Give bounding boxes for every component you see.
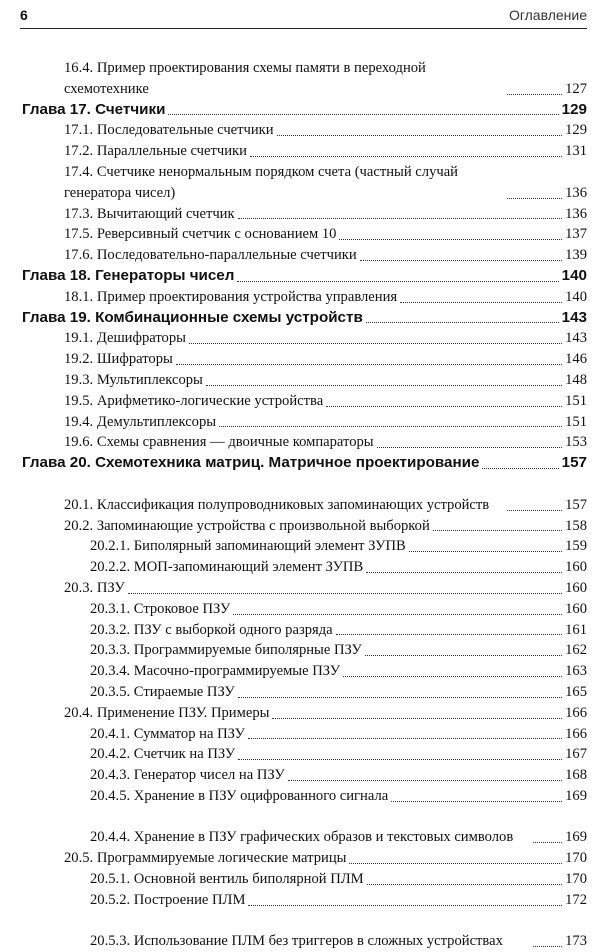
toc-entry-page: 129 <box>561 100 587 118</box>
toc-entry-page: 160 <box>565 559 587 576</box>
toc-section-entry[interactable] <box>0 807 609 849</box>
toc-entry-title: 18.1. Пример проектирования устройства управления <box>64 288 398 305</box>
toc-entry-page: 172 <box>565 891 587 908</box>
toc-section-entry[interactable] <box>0 682 609 703</box>
toc-entry-page: 136 <box>565 184 587 201</box>
toc-entry-page: 137 <box>565 226 587 243</box>
toc-entry-title: 19.2. Шифраторы <box>64 351 173 368</box>
dot-leader <box>507 93 562 95</box>
toc-section-entry[interactable] <box>0 120 609 141</box>
toc-section-entry[interactable] <box>0 765 609 786</box>
toc-entry-title: 17.6. Последовательно-параллельные счетчики <box>64 247 357 264</box>
toc-section-entry[interactable] <box>0 620 609 641</box>
toc-section-entry[interactable] <box>0 599 609 620</box>
toc-entry-page: 170 <box>565 871 587 888</box>
running-header <box>20 6 587 29</box>
toc-entry-page: 148 <box>565 371 587 388</box>
dot-leader <box>400 301 562 303</box>
toc-entry-page: 127 <box>565 80 587 97</box>
toc-entry-page: 169 <box>565 829 587 846</box>
dot-leader <box>248 904 562 906</box>
toc-entry-page: 143 <box>561 308 587 326</box>
toc-entry-page: 165 <box>565 683 587 700</box>
dot-leader <box>482 467 558 469</box>
toc-entry-page: 162 <box>565 642 587 659</box>
toc-entry-page: 157 <box>565 496 587 513</box>
toc-section-entry[interactable] <box>0 162 609 204</box>
dot-leader <box>237 280 558 282</box>
toc-entry-title: 20.1. Классификация полупроводниковых запоминающих устройств <box>64 496 490 513</box>
toc-entry-title: Глава 19. Комбинационные схемы устройств <box>22 308 363 326</box>
toc-section-entry[interactable] <box>0 141 609 162</box>
page-number: 6 <box>20 7 28 23</box>
toc-entry-page: 167 <box>565 746 587 763</box>
toc-entry-page: 157 <box>561 454 587 472</box>
toc-entry-title: Глава 17. Счетчики <box>22 100 166 118</box>
toc-section-entry[interactable] <box>0 869 609 890</box>
dot-leader <box>248 737 562 739</box>
toc-entry-page: 153 <box>565 434 587 451</box>
toc-entry-title: 20.3.3. Программируемые биполярные ПЗУ <box>90 642 362 659</box>
toc-entry-title: 19.6. Схемы сравнения — двоичные компараторы <box>64 434 374 451</box>
toc-entry-page: 170 <box>565 850 587 867</box>
toc-entry-page: 146 <box>565 351 587 368</box>
toc-entry-title: 19.3. Мультиплексоры <box>64 371 203 388</box>
toc-entry-page: 151 <box>565 413 587 430</box>
toc-section-entry[interactable] <box>0 536 609 557</box>
dot-leader <box>277 134 563 136</box>
toc-section-entry[interactable] <box>0 349 609 370</box>
toc-section-entry[interactable] <box>0 287 609 308</box>
toc-entry-title: 17.5. Реверсивный счетчик с основанием 10 <box>64 226 337 243</box>
toc-section-entry[interactable] <box>0 703 609 724</box>
dot-leader <box>409 550 562 552</box>
toc-entry-title: 19.4. Демультиплексоры <box>64 413 217 430</box>
dot-leader <box>349 862 562 864</box>
toc-section-entry[interactable] <box>0 661 609 682</box>
dot-leader <box>367 883 562 885</box>
toc-entry-title: 19.1. Дешифраторы <box>64 330 186 347</box>
toc-entry-title: 16.4. Пример проектирования схемы памяти в переходной схемотехнике <box>64 60 426 97</box>
toc-entry-title: 20.2.1. Биполярный запоминающий элемент ЗУПВ <box>90 538 406 555</box>
toc-entry-title: 20.2. Запоминающие устройства с произвольной выборкой <box>64 517 430 534</box>
dot-leader <box>168 113 558 115</box>
toc-section-entry[interactable] <box>0 412 609 433</box>
toc-entry-title: 20.4.1. Сумматор на ПЗУ <box>90 725 245 742</box>
toc-section-entry[interactable] <box>0 557 609 578</box>
toc-entry-title: 20.3.5. Стираемые ПЗУ <box>90 683 235 700</box>
toc-entry-page: 131 <box>565 143 587 160</box>
toc-section-entry[interactable] <box>0 328 609 349</box>
toc-chapter-entry[interactable] <box>0 453 609 474</box>
toc-entry-title: 20.5.3. Использование ПЛМ без триггеров в сложных устройствах <box>90 933 503 950</box>
dot-leader <box>219 425 562 427</box>
toc-section-entry[interactable] <box>0 640 609 661</box>
toc-section-entry[interactable] <box>0 224 609 245</box>
toc-entry-title: 20.3.2. ПЗУ с выборкой одного разряда <box>90 621 333 638</box>
toc-entry-title: 20.4.2. Счетчик на ПЗУ <box>90 746 236 763</box>
toc-entry-title: 20.4.5. Хранение в ПЗУ оцифрованного сигнала <box>90 787 389 804</box>
toc-section-entry[interactable] <box>0 204 609 225</box>
dot-leader <box>507 509 562 511</box>
toc-entry-title: 20.4. Применение ПЗУ. Примеры <box>64 704 270 721</box>
toc-entry-title: 20.3. ПЗУ <box>64 579 125 596</box>
toc-entry-page: 151 <box>565 392 587 409</box>
toc-entry-page: 169 <box>565 787 587 804</box>
toc-entry-title: 20.3.1. Строковое ПЗУ <box>90 600 231 617</box>
toc-entry-title: 20.4.3. Генератор чисел на ПЗУ <box>90 767 285 784</box>
toc-section-entry[interactable] <box>0 911 609 952</box>
dot-leader <box>128 592 562 594</box>
toc-chapter-entry[interactable] <box>0 308 609 329</box>
toc-entry-page: 160 <box>565 579 587 596</box>
toc-section-entry[interactable] <box>0 391 609 412</box>
toc-entry-page: 159 <box>565 538 587 555</box>
toc-section-entry[interactable] <box>0 432 609 453</box>
toc-section-entry[interactable] <box>0 786 609 807</box>
table-of-contents <box>0 58 609 952</box>
dot-leader <box>272 717 562 719</box>
toc-entry-title: 17.1. Последовательные счетчики <box>64 122 274 139</box>
toc-section-entry[interactable] <box>0 516 609 537</box>
toc-entry-page: 158 <box>565 517 587 534</box>
toc-entry-title: 20.5.1. Основной вентиль биполярной ПЛМ <box>90 871 364 888</box>
toc-entry-title: 20.5.2. Построение ПЛМ <box>90 891 246 908</box>
dot-leader <box>288 779 562 781</box>
toc-section-entry[interactable] <box>0 474 609 516</box>
toc-entry-page: 143 <box>565 330 587 347</box>
toc-entry-page: 166 <box>565 725 587 742</box>
dot-leader <box>189 342 562 344</box>
dot-leader <box>365 654 562 656</box>
toc-entry-page: 129 <box>565 122 587 139</box>
dot-leader <box>238 217 563 219</box>
toc-entry-page: 173 <box>565 933 587 950</box>
toc-entry-page: 160 <box>565 600 587 617</box>
dot-leader <box>533 945 562 947</box>
dot-leader <box>238 758 562 760</box>
toc-section-entry[interactable] <box>0 890 609 911</box>
toc-entry-page: 139 <box>565 247 587 264</box>
toc-section-entry[interactable] <box>0 245 609 266</box>
dot-leader <box>366 321 559 323</box>
toc-entry-page: 140 <box>561 266 587 284</box>
toc-entry-title: Глава 18. Генераторы чисел <box>22 266 235 284</box>
toc-entry-page: 168 <box>565 767 587 784</box>
toc-entry-page: 163 <box>565 663 587 680</box>
dot-leader <box>250 155 562 157</box>
toc-section-entry[interactable] <box>0 848 609 869</box>
toc-entry-title: 20.4.4. Хранение в ПЗУ графических образов и текстовых символов <box>90 829 514 846</box>
dot-leader <box>238 696 562 698</box>
toc-entry-title: 17.3. Вычитающий счетчик <box>64 205 235 222</box>
dot-leader <box>339 238 562 240</box>
toc-entry-page: 136 <box>565 205 587 222</box>
toc-section-entry[interactable] <box>0 370 609 391</box>
toc-section-entry[interactable] <box>0 578 609 599</box>
toc-entry-page: 161 <box>565 621 587 638</box>
dot-leader <box>336 633 562 635</box>
dot-leader <box>343 675 562 677</box>
dot-leader <box>233 613 562 615</box>
dot-leader <box>360 259 562 261</box>
dot-leader <box>391 800 562 802</box>
toc-section-entry[interactable] <box>0 744 609 765</box>
toc-entry-title: 17.4. Счетчике ненормальным порядком счета (частный случай генератора чисел) <box>64 163 458 201</box>
toc-entry-page: 166 <box>565 704 587 721</box>
dot-leader <box>377 446 563 448</box>
toc-entry-page: 140 <box>565 288 587 305</box>
dot-leader <box>533 841 562 843</box>
toc-entry-title: 20.5. Программируемые логические матрицы <box>64 850 347 867</box>
toc-section-entry[interactable] <box>0 724 609 745</box>
toc-entry-title: 17.2. Параллельные счетчики <box>64 143 247 160</box>
dot-leader <box>206 384 562 386</box>
toc-entry-title: Глава 20. Схемотехника матриц. Матричное проектирование <box>22 454 480 472</box>
dot-leader <box>507 197 562 199</box>
toc-chapter-entry[interactable] <box>0 100 609 121</box>
toc-chapter-entry[interactable] <box>0 266 609 287</box>
dot-leader <box>326 405 562 407</box>
toc-entry-title: 20.3.4. Масочно-программируемые ПЗУ <box>90 663 341 680</box>
dot-leader <box>366 571 562 573</box>
dot-leader <box>433 529 562 531</box>
toc-entry-title: 20.2.2. МОП-запоминающий элемент ЗУПВ <box>90 559 364 576</box>
dot-leader <box>176 363 562 365</box>
toc-section-entry[interactable] <box>0 58 609 100</box>
toc-entry-title: 19.5. Арифметико-логические устройства <box>64 392 324 409</box>
running-title: Оглавление <box>508 7 587 23</box>
